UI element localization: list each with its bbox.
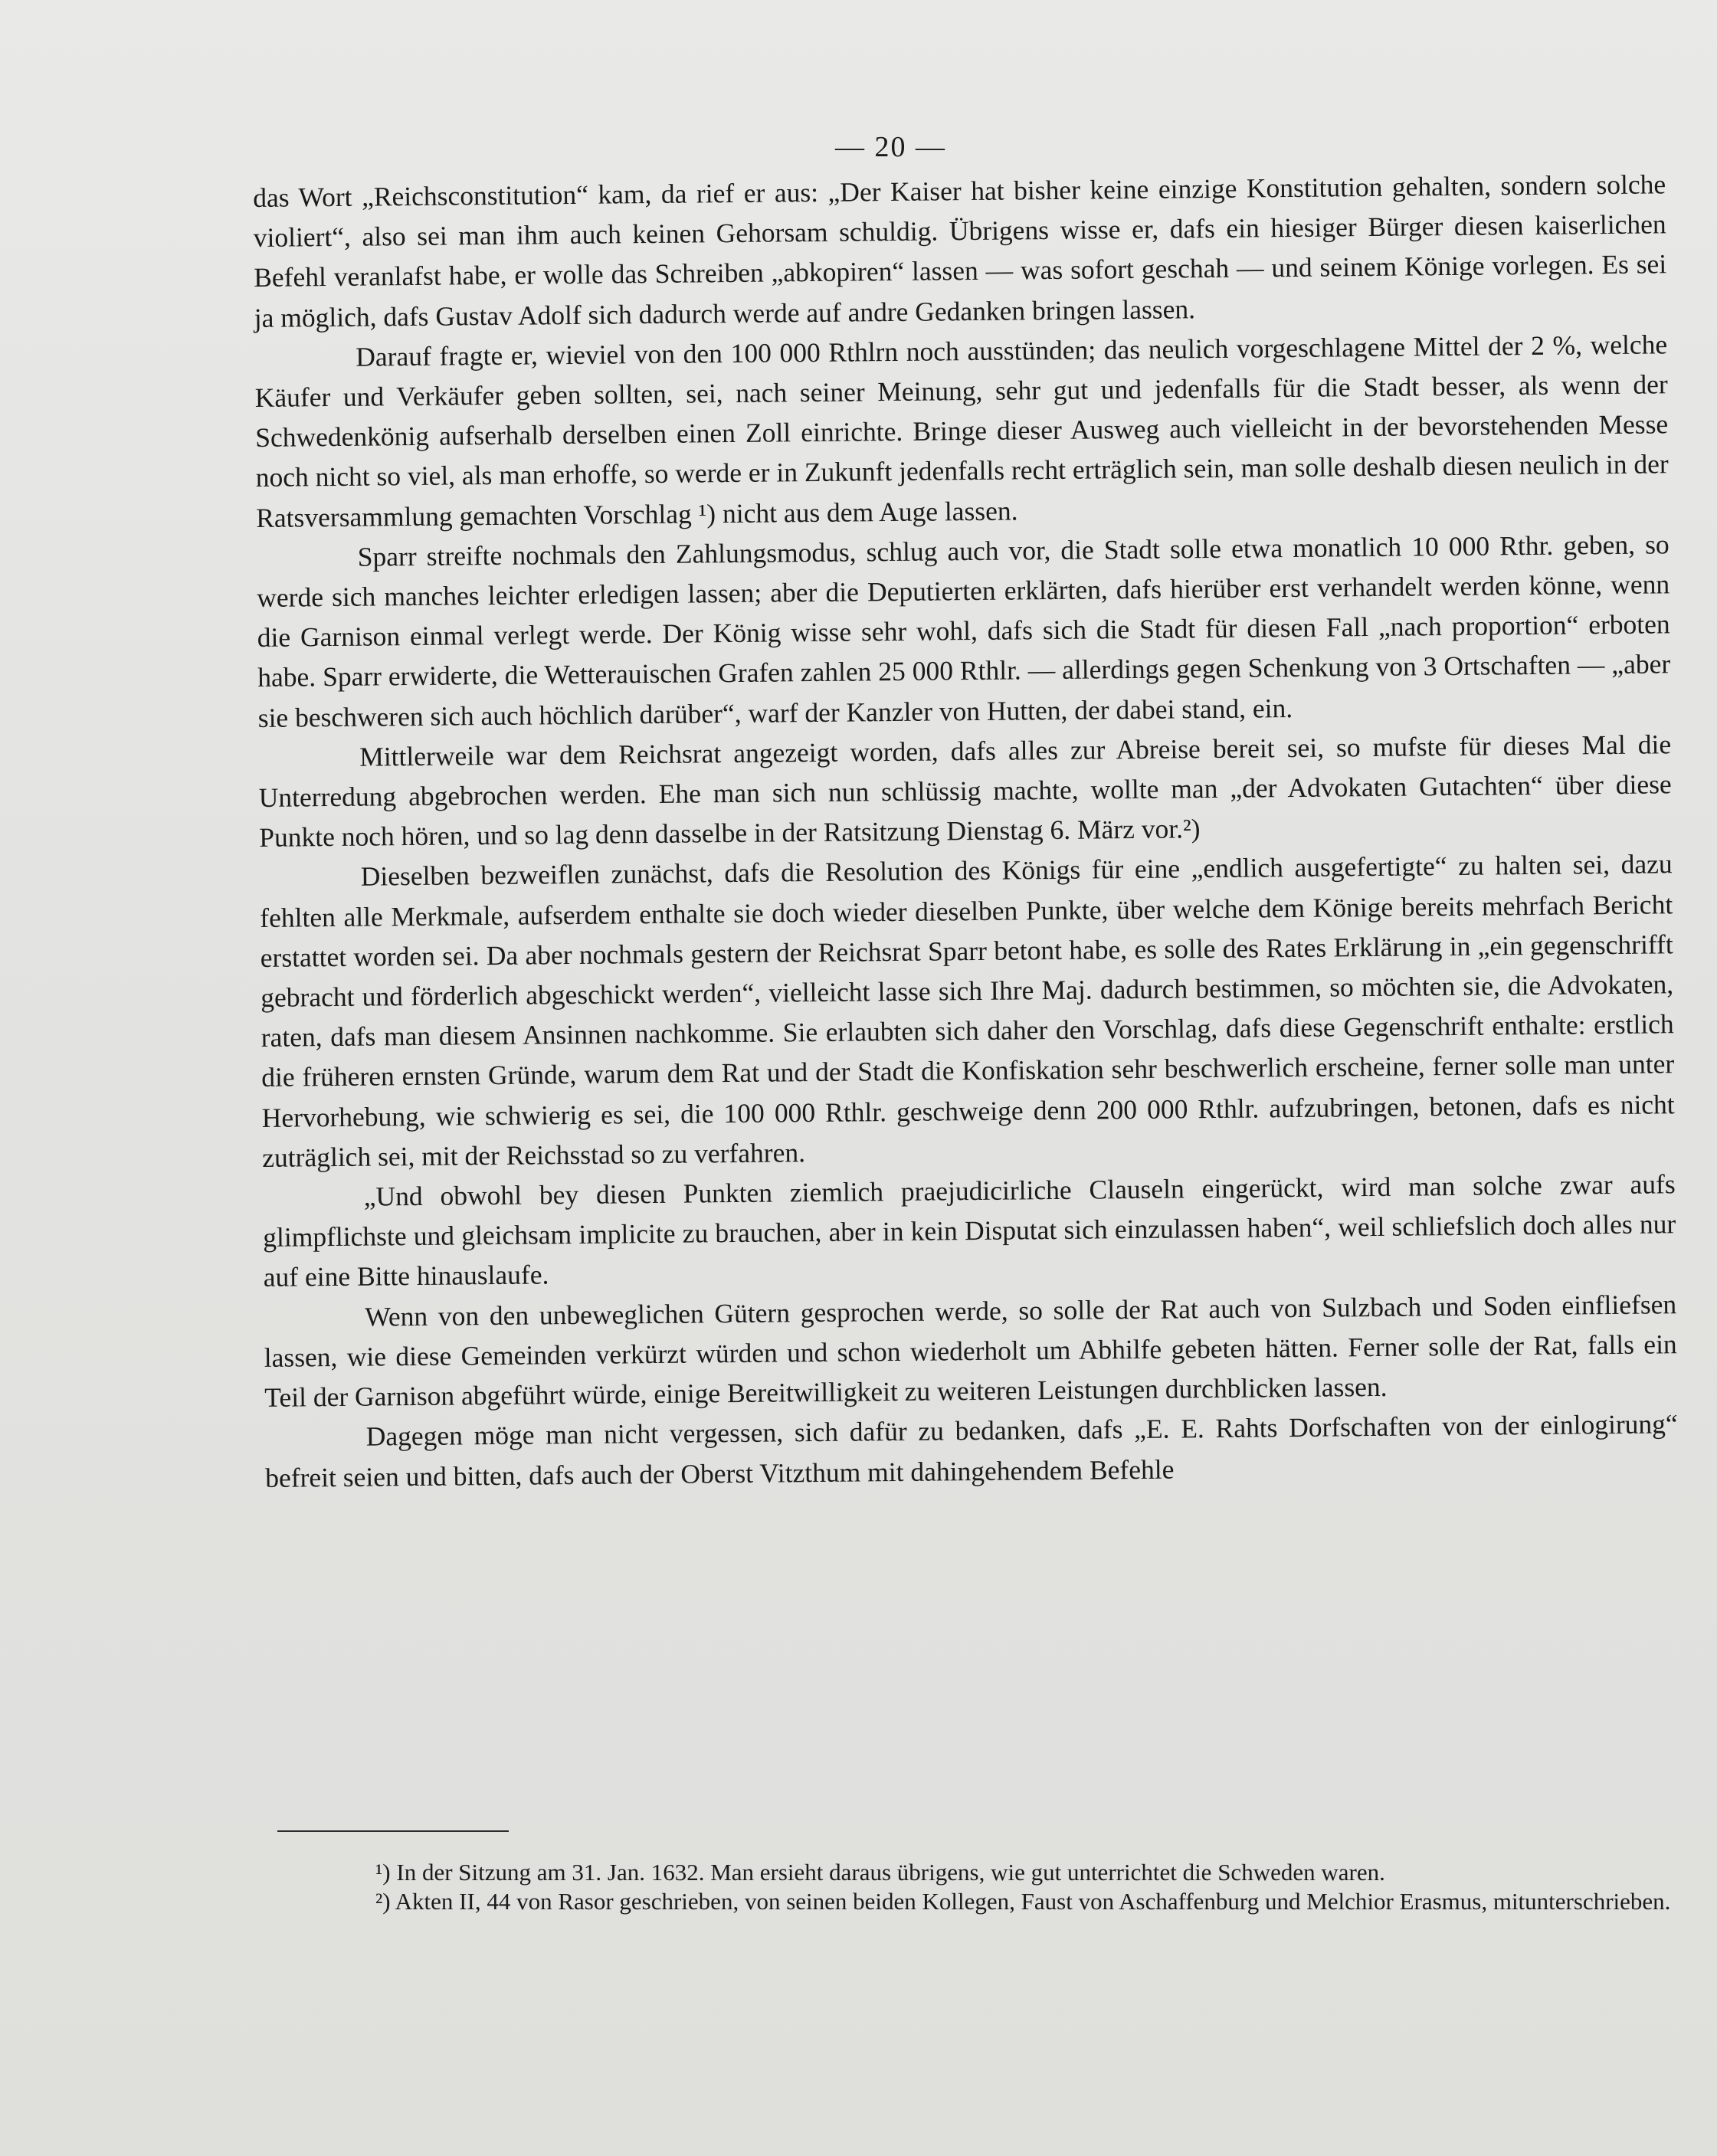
footnote-1 [277, 1858, 1672, 1887]
paragraph: Mittlerweile war dem Reichsrat angezeigt worden, dafs alles zur Abreise bereit sei, so mufste für dieses Mal die Unterredung abgebrochen werden. Ehe man sich nun schlüssig machte, wollte man „der Advokaten Gutachten“ über diese Punkte noch hören, und so lag denn dasselbe in der Ratsitzung Dienstag 6. März vor.²) [258, 729, 1672, 854]
footnote-1-text: In der Sitzung am 31. Jan. 1632. Man ersieht daraus übrigens, wie gut unterrichtet die Schweden waren. [396, 1859, 1385, 1886]
paragraph-continuation: das Wort „Reichsconstitution“ kam, da rief er aus: „Der Kaiser hat bisher keine einzige Konstitution gehalten, sondern solche violiert“, also sei man ihm auch keinen Gehorsam schuldig. Übrigens wisse er, dafs ein hiesiger Bürger diesen kaiserlichen Befehl veranlafst habe, er wolle das Schreiben „abkopiren“ lassen — was sofort geschah — und seinem Könige vorlegen. Es sei ja möglich, dafs Gustav Adolf sich dadurch werde auf andre Gedanken bringen lassen. [253, 169, 1667, 333]
paragraph: Darauf fragte er, wieviel von den 100 000 Rthlrn noch ausstünden; das neulich vorgeschlagene Mittel der 2 %, welche Käufer und Verkäufer geben sollten, sei, nach seiner Meinung, sehr gut und jedenfalls für die Stadt besser, als wenn der Schwedenkönig aufserhalb derselben einen Zoll einrichte. Bringe dieser Ausweg auch vielleicht in der bevorstehenden Messe noch nicht so viel, als man erhoffe, so werde er in Zukunft jedenfalls recht erträglich sein, man solle deshalb diesen neulich in der Ratsversammlung gemachten Vorschlag ¹) nicht aus dem Auge lassen. [254, 329, 1669, 533]
footnote-2-text: Akten II, 44 von Rasor geschrieben, von seinen beiden Kollegen, Faust von Aschaffenburg und Melchior Erasmus, mitunterschrieben. [395, 1888, 1671, 1915]
paragraph: Dieselben bezweiflen zunächst, dafs die Resolution des Königs für eine „endlich ausgefertigte“ zu halten sei, dazu fehlten alle Merkmale, aufserdem enthalte sie doch wieder dieselben Punkte, über welche dem Könige bereits mehrfach Bericht erstattet worden sei. Da aber nochmals gestern der Reichsrat Sparr betont habe, es solle des Rates Erklärung in „ein gegenschrifft gebracht und förderlich abgeschickt werden“, vielleicht lasse sich Ihre Maj. dadurch bestimmen, so möchten sie, die Advokaten, raten, dafs man diesem Ansinnen nachkomme. Sie erlaubten sich daher den Vorschlag, dafs diese Gegenschrift enthalte: erstlich die früheren ernsten Gründe, warum dem Rat und der Stadt die Konfiskation sehr beschwerlich erscheine, ferner solle man unter Hervorhebung, wie schwierig es sei, die 100 000 Rthlr. geschweige denn 200 000 Rthlr. aufzubringen, betonen, dafs es nicht zuträglich sei, mit der Reichsstad so zu verfahren. [260, 848, 1675, 1173]
footnote-2 [277, 1887, 1672, 1916]
paragraph: „Und obwohl bey diesen Punkten ziemlich praejudicirliche Clauseln eingerückt, wird man solche zwar aufs glimpflichste und gleichsam implicite zu brauchen, aber in kein Disputat sich einzulassen haben“, weil schliefslich doch alles nur auf eine Bitte hinauslaufe. [263, 1168, 1676, 1293]
paragraph: Dagegen möge man nicht vergessen, sich dafür zu bedanken, dafs „E. E. Rahts Dorfschaften von der einlogirung“ befreit seien und bitten, dafs auch der Oberst Vitzthum mit dahingehendem Befehle [265, 1408, 1678, 1493]
body-text [253, 164, 1678, 1497]
footnote-divider [277, 1830, 509, 1832]
paragraph: Sparr streifte nochmals den Zahlungsmodus, schlug auch vor, die Stadt solle etwa monatlich 10 000 Rthr. geben, so werde sich manches leichter erledigen lassen; aber die Deputierten erklärten, dafs hierüber erst verhandelt werden könne, wenn die Garnison einmal verlegt werde. Der König wisse sehr wohl, dafs sich die Stadt für diesen Fall „nach proportion“ erboten habe. Sparr erwiderte, die Wetterauischen Grafen zahlen 25 000 Rthlr. — allerdings gegen Schenkung von 3 Ortschaften — „aber sie beschweren sich auch höchlich darüber“, warf der Kanzler von Hutten, der dabei stand, ein. [257, 529, 1671, 733]
paragraph: Wenn von den unbeweglichen Gütern gesprochen werde, so solle der Rat auch von Sulzbach und Soden einfliefsen lassen, wie diese Gemeinden verkürzt würden und schon wiederholt um Abhilfe gebeten hätten. Ferner solle der Rat, falls ein Teil der Garnison abgeführt würde, einige Bereitwilligkeit zu weiteren Leistungen durchblicken lassen. [264, 1288, 1677, 1414]
footnote-2-marker: ²) [375, 1888, 391, 1915]
footnotes [277, 1858, 1672, 1916]
page-number: — 20 — [835, 131, 946, 163]
footnote-1-marker: ¹) [375, 1859, 391, 1886]
